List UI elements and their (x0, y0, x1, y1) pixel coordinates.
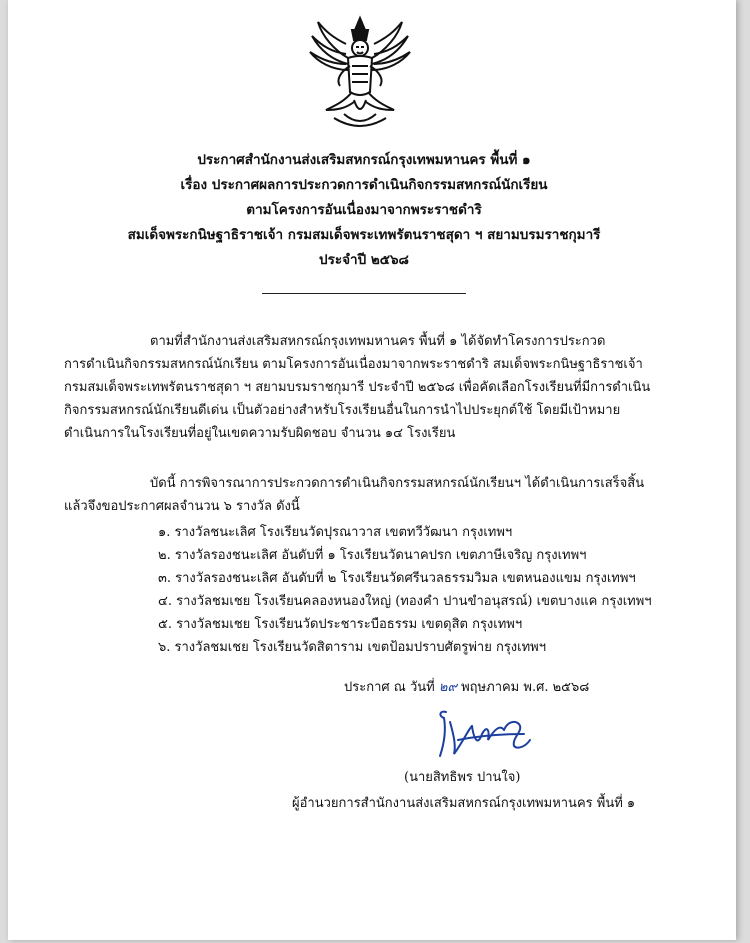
title-line-5: ประจำปี ๒๕๖๘ (319, 252, 409, 268)
award-item: ๑. รางวัลชนะเลิศ โรงเรียนวัดปุรณาวาส เขตทวีวัฒนา กรุงเทพฯ (158, 525, 513, 540)
award-item: ๔. รางวัลชมเชย โรงเรียนคลองหนองใหญ่ (ทองคำ ปานขำอนุสรณ์) เขตบางแค กรุงเทพฯ (158, 594, 652, 609)
body-paragraph-1 (64, 330, 684, 445)
garuda-emblem-icon (304, 14, 416, 132)
body-paragraph-2 (64, 472, 684, 518)
announcement-page (8, 0, 736, 940)
awards-list (158, 521, 652, 659)
paragraph-line: ตามที่สำนักงานส่งเสริมสหกรณ์กรุงเทพมหานคร พื้นที่ ๑ ได้จัดทำโครงการประกวด (150, 334, 606, 349)
paragraph-line: การดำเนินกิจกรรมสหกรณ์นักเรียน ตามโครงการอันเนื่องมาจากพระราชดำริ สมเด็จพระกนิษฐาธิราชเจ้า (64, 357, 643, 372)
title-line-1: ประกาศสำนักงานส่งเสริมสหกรณ์กรุงเทพมหานคร พื้นที่ ๑ (197, 152, 531, 168)
paragraph-line: ดำเนินการในโรงเรียนที่อยู่ในเขตความรับผิดชอบ จำนวน ๑๔ โรงเรียน (64, 426, 456, 441)
date-day: ๒๙ (438, 680, 457, 695)
award-item: ๖. รางวัลชมเชย โรงเรียนวัดสิตาราม เขตป้อมปราบศัตรูพ่าย กรุงเทพฯ (158, 640, 547, 655)
signature-icon (428, 700, 538, 766)
award-item: ๕. รางวัลชมเชย โรงเรียนวัดประชาระบือธรรม เขตดุสิต กรุงเทพฯ (158, 617, 523, 632)
signer-position: ผู้อำนวยการสำนักงานส่งเสริมสหกรณ์กรุงเทพมหานคร พื้นที่ ๑ (292, 796, 636, 811)
award-item: ๒. รางวัลรองชนะเลิศ อันดับที่ ๑ โรงเรียนวัดนาคปรก เขตภาษีเจริญ กรุงเทพฯ (158, 548, 587, 563)
paragraph-line: แล้วจึงขอประกาศผลจำนวน ๖ รางวัล ดังนี้ (64, 499, 300, 514)
title-line-2: เรื่อง ประกาศผลการประกวดการดำเนินกิจกรรมสหกรณ์นักเรียน (180, 177, 548, 193)
date-suffix: พฤษภาคม พ.ศ. ๒๕๖๘ (461, 680, 590, 695)
signer-name: (นายสิทธิพร ปานใจ) (404, 770, 521, 785)
title-line-3: ตามโครงการอันเนื่องมาจากพระราชดำริ (246, 202, 482, 218)
date-prefix: ประกาศ ณ วันที่ (344, 680, 435, 695)
title-line-4: สมเด็จพระกนิษฐาธิราชเจ้า กรมสมเด็จพระเทพรัตนราชสุดา ฯ สยามบรมราชกุมารี (127, 227, 601, 243)
award-item: ๓. รางวัลรองชนะเลิศ อันดับที่ ๒ โรงเรียนวัดศรีนวลธรรมวิมล เขตหนองแขม กรุงเทพฯ (158, 571, 636, 586)
title-divider (262, 293, 466, 294)
announcement-title (68, 148, 660, 273)
paragraph-line: กิจกรรมสหกรณ์นักเรียนดีเด่น เป็นตัวอย่างสำหรับโรงเรียนอื่นในการนำไปประยุกต์ใช้ โดยมีเป้าหมาย (64, 403, 621, 418)
announcement-date (344, 676, 589, 697)
paragraph-line: บัดนี้ การพิจารณาการประกวดการดำเนินกิจกรรมสหกรณ์นักเรียนฯ ได้ดำเนินการเสร็จสิ้น (150, 476, 645, 491)
paragraph-line: กรมสมเด็จพระเทพรัตนราชสุดา ฯ สยามบรมราชกุมารี ประจำปี ๒๕๖๘ เพื่อคัดเลือกโรงเรียนที่มีการดำเนิน (64, 380, 651, 395)
